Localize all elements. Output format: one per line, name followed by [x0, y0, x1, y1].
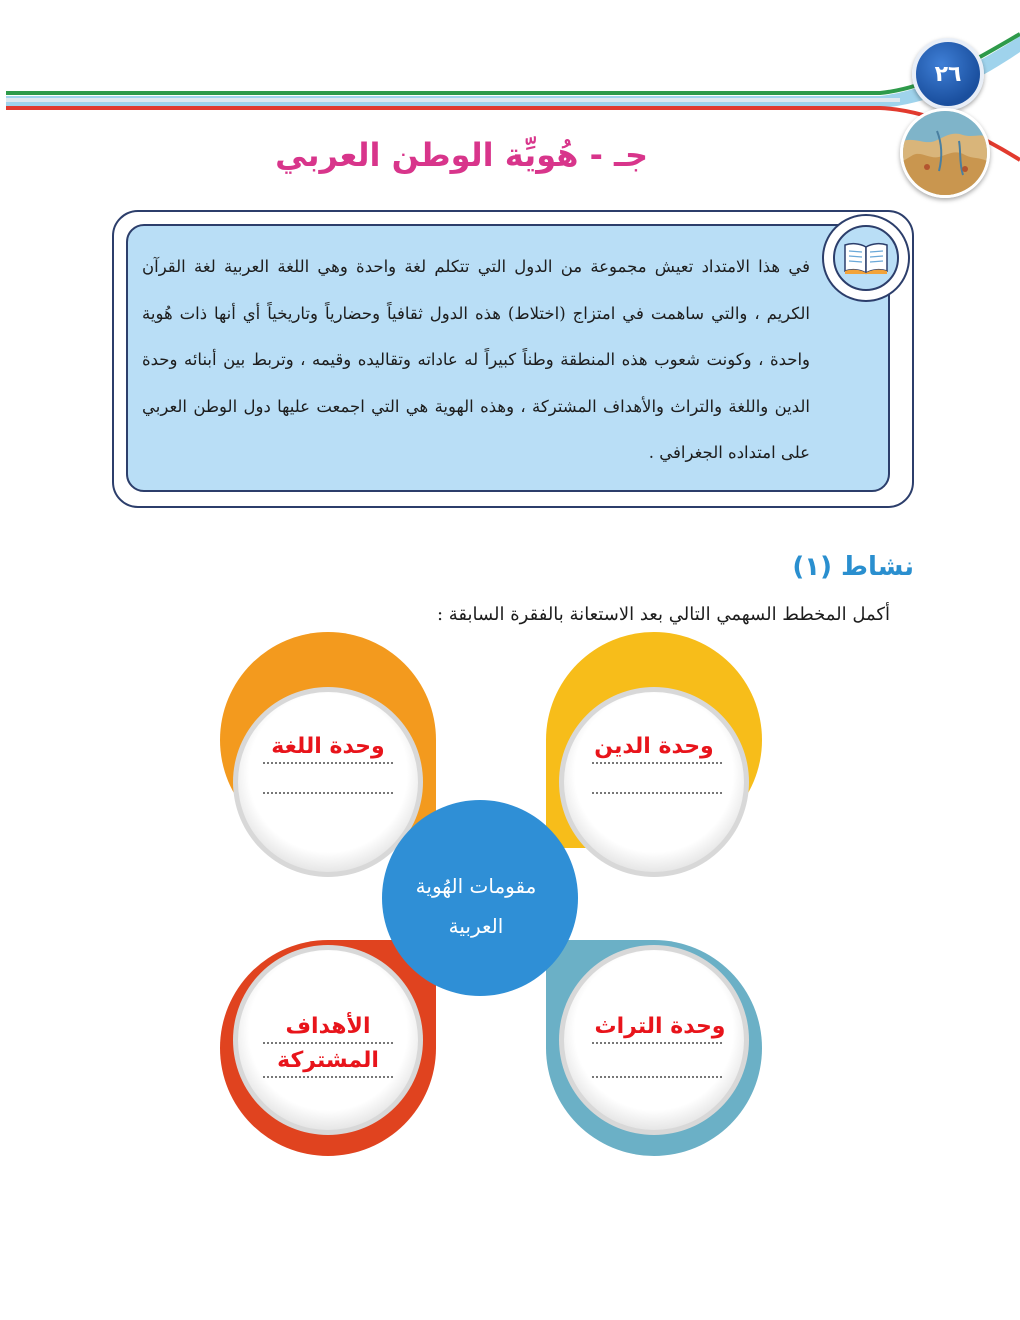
- center-label: [386, 866, 566, 946]
- answer-line: [592, 1040, 722, 1044]
- lesson-title: جـ - هُويِّة الوطن العربي: [275, 136, 648, 174]
- activity-title: نشاط (١): [792, 552, 914, 582]
- answer-top-left[interactable]: وحدة اللغة: [271, 734, 385, 759]
- answer-line: [263, 790, 393, 794]
- answer-top-right[interactable]: وحدة الدين: [594, 734, 714, 759]
- answer-line: [592, 760, 722, 764]
- answer-bottom-left-line2[interactable]: المشتركة: [277, 1048, 379, 1073]
- answer-line: [263, 1074, 393, 1078]
- info-paragraph: في هذا الامتداد تعيش مجموعة من الدول التي تتكلم لغة واحدة وهي اللغة العربية لغة القرآن الكريم ، والتي ساهمت في امتزاج (اختلاط) هذه الدول ثقافياً وحضارياً وتاريخياً أي أنها ذات هُوية واحدة ، وكونت شعوب هذه المنطقة وطناً كبيراً له عاداته وتقاليده وقيمه ، وتربط بين أبنائه وحدة الدين واللغة والتراث والأهداف المشتركة ، وهذه الهوية هي التي اجمعت عليها دول الوطن العربي على امتداده الجغرافي .: [142, 257, 810, 462]
- answer-bottom-left-line1[interactable]: الأهداف: [285, 1014, 371, 1039]
- page-number-badge: ٢٦: [912, 38, 984, 110]
- answer-line: [592, 1074, 722, 1078]
- answer-bottom-right[interactable]: وحدة التراث: [594, 1014, 726, 1039]
- answer-line: [263, 760, 393, 764]
- answer-line: [592, 790, 722, 794]
- center-label-line1: مقومات الهُوية: [415, 874, 537, 898]
- activity-instruction: أكمل المخطط السهمي التالي بعد الاستعانة بالفقرة السابقة :: [436, 604, 890, 625]
- center-label-line2: العربية: [448, 914, 504, 938]
